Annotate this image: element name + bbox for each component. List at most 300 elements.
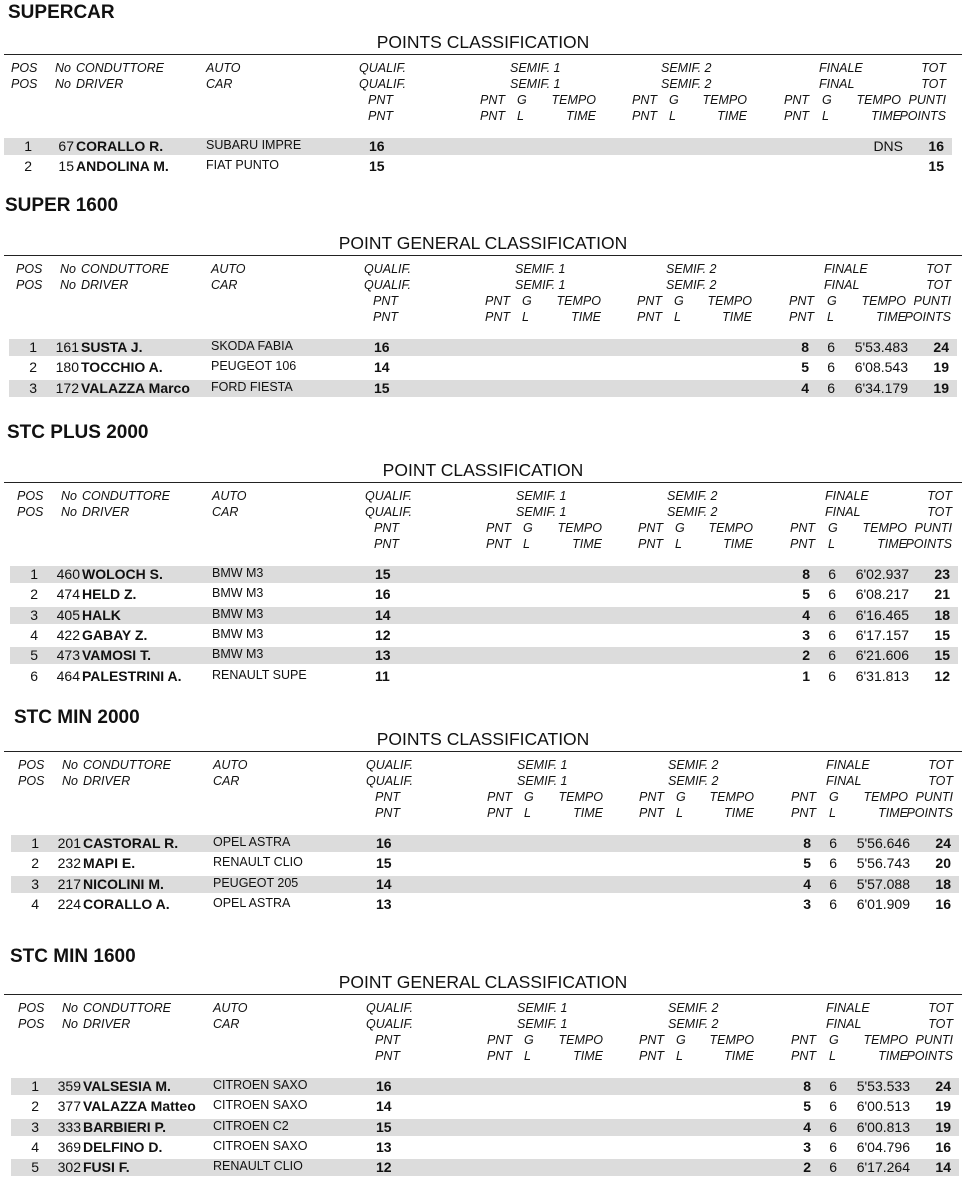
- col-head-time: TEMPO: [856, 93, 901, 107]
- cell-final-laps: 6: [828, 667, 836, 684]
- cell-qualif-pnt: 13: [375, 647, 391, 664]
- col-head-laps: G: [829, 1033, 839, 1047]
- cell-driver: CORALLO A.: [83, 895, 170, 912]
- cell-no: 359: [57, 1078, 81, 1094]
- col-head-car: CAR: [211, 278, 238, 292]
- cell-no: 302: [57, 1159, 81, 1176]
- col-head-driver: CONDUTTORE: [83, 1001, 171, 1015]
- cell-final-laps: 6: [829, 1159, 837, 1176]
- cell-driver: HALK: [82, 606, 121, 623]
- cell-pos: 4: [30, 626, 38, 643]
- cell-pos: 5: [30, 647, 38, 664]
- cell-car: CITROEN SAXO: [213, 1138, 308, 1153]
- cell-pos: 1: [24, 138, 32, 154]
- cell-tot-points: 19: [935, 1118, 951, 1135]
- cell-final-laps: 6: [828, 606, 836, 623]
- col-head-no: No: [62, 774, 78, 788]
- col-head-pnt: PNT: [632, 109, 657, 123]
- cell-tot-points: 20: [935, 855, 951, 872]
- col-head-pos: POS: [18, 1017, 45, 1031]
- col-head-pnt: PNT: [485, 294, 510, 308]
- cell-no: 201: [57, 835, 81, 851]
- cell-qualif-pnt: 16: [374, 339, 390, 355]
- cell-final-pnt: 3: [803, 895, 811, 912]
- col-head-semif1: SEMIF. 1: [516, 489, 567, 503]
- category-title: SUPERCAR: [8, 2, 115, 23]
- col-head-pos: POS: [17, 489, 44, 503]
- col-head-no: No: [60, 262, 76, 276]
- col-head-pnt: PNT: [790, 537, 815, 551]
- cell-final-laps: 6: [829, 855, 837, 872]
- cell-final-time: DNS: [873, 138, 903, 154]
- cell-final-pnt: 4: [803, 1118, 811, 1135]
- cell-qualif-pnt: 15: [376, 1118, 392, 1135]
- cell-qualif-pnt: 15: [369, 158, 385, 175]
- col-head-laps: L: [669, 109, 676, 123]
- cell-car: FIAT PUNTO: [206, 158, 279, 173]
- col-head-driver: DRIVER: [76, 77, 124, 91]
- col-head-qualif: QUALIF.: [364, 262, 412, 276]
- cell-tot-points: 14: [935, 1159, 951, 1176]
- col-head-qualif-pnt: PNT: [375, 790, 400, 804]
- col-head-pos: POS: [16, 262, 43, 276]
- cell-tot-points: 19: [933, 379, 949, 396]
- header-rule: [4, 482, 962, 483]
- table-row: [9, 339, 957, 356]
- header-rule: [4, 255, 962, 256]
- col-head-time: TIME: [877, 537, 907, 551]
- cell-pos: 6: [30, 667, 38, 684]
- cell-car: RENAULT SUPE: [212, 667, 307, 682]
- col-head-driver: CONDUTTORE: [83, 758, 171, 772]
- col-head-pnt: PNT: [784, 109, 809, 123]
- cell-tot-points: 15: [934, 647, 950, 664]
- col-head-pos: POS: [16, 278, 43, 292]
- classification-title: POINT GENERAL CLASSIFICATION: [338, 233, 628, 253]
- cell-tot-points: 21: [934, 586, 950, 603]
- cell-final-time: 6'16.465: [855, 606, 909, 623]
- cell-pos: 3: [31, 1118, 39, 1135]
- cell-tot-points: 12: [934, 667, 950, 684]
- col-head-semif1: SEMIF. 1: [517, 758, 568, 772]
- col-head-time: TIME: [878, 1049, 908, 1063]
- col-head-no: No: [61, 505, 77, 519]
- col-head-qualif-pnt: PNT: [373, 310, 398, 324]
- col-head-laps: G: [674, 294, 684, 308]
- col-head-qualif-pnt: PNT: [368, 109, 393, 123]
- col-head-semif2: SEMIF. 2: [668, 774, 719, 788]
- col-head-final: FINAL: [824, 278, 860, 292]
- cell-qualif-pnt: 14: [375, 606, 391, 623]
- col-head-tot: PUNTI: [914, 521, 952, 535]
- col-head-time: TIME: [722, 310, 752, 324]
- cell-final-pnt: 8: [801, 339, 809, 355]
- col-head-pnt: PNT: [639, 1049, 664, 1063]
- col-head-time: TIME: [723, 537, 753, 551]
- cell-tot-points: 24: [935, 835, 951, 851]
- col-head-time: TIME: [878, 806, 908, 820]
- cell-driver: MAPI E.: [83, 855, 136, 872]
- col-head-time: TIME: [724, 1049, 754, 1063]
- col-head-tot: PUNTI: [913, 294, 951, 308]
- cell-qualif-pnt: 16: [376, 1078, 392, 1094]
- cell-pos: 2: [31, 1098, 39, 1115]
- cell-final-pnt: 4: [801, 379, 809, 396]
- cell-final-pnt: 3: [803, 1138, 811, 1155]
- col-head-qualif: QUALIF.: [366, 758, 414, 772]
- col-head-laps: L: [676, 806, 683, 820]
- col-head-driver: CONDUTTORE: [82, 489, 170, 503]
- col-head-laps: L: [827, 310, 834, 324]
- col-head-time: TIME: [876, 310, 906, 324]
- cell-pos: 4: [31, 1138, 39, 1155]
- cell-no: 460: [56, 566, 80, 582]
- col-head-driver: DRIVER: [81, 278, 129, 292]
- col-head-qualif: QUALIF.: [365, 489, 413, 503]
- col-head-pnt: PNT: [487, 1033, 512, 1047]
- table-row: [9, 359, 957, 376]
- cell-final-time: 6'04.796: [856, 1138, 910, 1155]
- cell-final-time: 6'17.264: [856, 1159, 910, 1176]
- cell-final-time: 5'56.646: [856, 835, 910, 851]
- cell-car: CITROEN SAXO: [213, 1078, 308, 1092]
- col-head-pnt: PNT: [791, 1033, 816, 1047]
- cell-final-laps: 6: [829, 895, 837, 912]
- col-head-pos: POS: [17, 505, 44, 519]
- header-rule: [4, 54, 962, 55]
- col-head-qualif: QUALIF.: [359, 61, 407, 75]
- col-head-pnt: PNT: [639, 806, 664, 820]
- col-head-final: FINAL: [826, 1017, 862, 1031]
- col-head-pnt: PNT: [638, 521, 663, 535]
- cell-tot-points: 24: [935, 1078, 951, 1094]
- col-head-pos: POS: [18, 758, 45, 772]
- cell-car: OPEL ASTRA: [213, 895, 291, 910]
- col-head-laps: G: [669, 93, 679, 107]
- cell-driver: PALESTRINI A.: [82, 667, 182, 684]
- cell-driver: VALAZZA Matteo: [83, 1098, 196, 1115]
- cell-driver: CORALLO R.: [76, 138, 164, 154]
- cell-driver: FUSI F.: [83, 1159, 130, 1176]
- cell-final-time: 6'00.813: [856, 1118, 910, 1135]
- cell-no: 369: [57, 1138, 81, 1155]
- cell-pos: 3: [30, 606, 38, 623]
- col-head-qualif: QUALIF.: [365, 505, 413, 519]
- cell-car: PEUGEOT 205: [213, 875, 299, 890]
- cell-tot-points: 18: [935, 875, 951, 892]
- cell-driver: VALSESIA M.: [83, 1078, 171, 1094]
- cell-qualif-pnt: 14: [376, 875, 392, 892]
- col-head-time: TEMPO: [709, 1033, 754, 1047]
- cell-pos: 1: [29, 339, 37, 355]
- col-head-driver: DRIVER: [82, 505, 130, 519]
- cell-no: 217: [57, 875, 81, 892]
- cell-pos: 2: [30, 586, 38, 603]
- col-head-laps: L: [828, 537, 835, 551]
- cell-final-pnt: 5: [801, 359, 809, 376]
- cell-car: BMW M3: [212, 626, 264, 641]
- cell-final-laps: 6: [828, 586, 836, 603]
- col-head-car: AUTO: [213, 758, 248, 772]
- col-head-pnt: PNT: [790, 521, 815, 535]
- cell-final-laps: 6: [827, 339, 835, 355]
- cell-driver: NICOLINI M.: [83, 875, 164, 892]
- col-head-time: TIME: [724, 806, 754, 820]
- col-head-laps: G: [829, 790, 839, 804]
- cell-final-time: 6'08.543: [854, 359, 908, 376]
- table-row: [11, 1119, 959, 1136]
- col-head-final: FINAL: [819, 77, 855, 91]
- cell-final-time: 6'00.513: [856, 1098, 910, 1115]
- cell-driver: VALAZZA Marco: [81, 379, 190, 396]
- cell-driver: DELFINO D.: [83, 1138, 163, 1155]
- cell-final-pnt: 8: [803, 835, 811, 851]
- col-head-driver: CONDUTTORE: [81, 262, 169, 276]
- category-title: SUPER 1600: [5, 195, 119, 216]
- table-row: [11, 835, 959, 852]
- table-row: [10, 586, 958, 603]
- classification-title: POINTS CLASSIFICATION: [376, 32, 590, 52]
- cell-final-pnt: 1: [802, 667, 810, 684]
- cell-driver: HELD Z.: [82, 586, 137, 603]
- col-head-tot: TOT: [927, 489, 952, 503]
- col-head-pnt: PNT: [638, 537, 663, 551]
- col-head-laps: L: [522, 310, 529, 324]
- cell-final-time: 5'53.483: [854, 339, 908, 355]
- col-head-laps: L: [676, 1049, 683, 1063]
- cell-qualif-pnt: 11: [375, 667, 390, 684]
- cell-final-pnt: 3: [802, 626, 810, 643]
- cell-qualif-pnt: 15: [374, 379, 390, 396]
- cell-final-laps: 6: [829, 1138, 837, 1155]
- col-head-laps: L: [822, 109, 829, 123]
- col-head-laps: G: [524, 1033, 534, 1047]
- col-head-semif2: SEMIF. 2: [667, 489, 718, 503]
- cell-tot-points: 15: [934, 626, 950, 643]
- cell-qualif-pnt: 16: [375, 586, 391, 603]
- col-head-pnt: PNT: [480, 109, 505, 123]
- cell-no: 224: [57, 895, 81, 912]
- table-row: [10, 566, 958, 583]
- col-head-pnt: PNT: [487, 790, 512, 804]
- category-section: [0, 420, 966, 684]
- col-head-laps: L: [524, 1049, 531, 1063]
- col-head-tot: POINTS: [906, 806, 953, 820]
- col-head-final: FINAL: [826, 774, 862, 788]
- col-head-semif1: SEMIF. 1: [516, 505, 567, 519]
- col-head-pnt: PNT: [487, 806, 512, 820]
- cell-driver: CASTORAL R.: [83, 835, 179, 851]
- col-head-qualif: QUALIF.: [366, 774, 414, 788]
- cell-car: BMW M3: [212, 586, 264, 601]
- col-head-qualif-pnt: PNT: [368, 93, 393, 107]
- col-head-laps: G: [524, 790, 534, 804]
- cell-tot-points: 24: [933, 339, 949, 355]
- header-rule: [4, 751, 962, 752]
- col-head-time: TIME: [871, 109, 901, 123]
- table-row: [11, 1159, 959, 1176]
- cell-no: 464: [56, 667, 80, 684]
- col-head-laps: G: [675, 521, 685, 535]
- category-title: STC MIN 2000: [14, 707, 140, 728]
- table-row: [10, 647, 958, 664]
- col-head-no: No: [55, 77, 71, 91]
- cell-car: CITROEN C2: [213, 1118, 289, 1133]
- cell-final-time: 6'21.606: [855, 647, 909, 664]
- col-head-car: CAR: [206, 77, 233, 91]
- col-head-pnt: PNT: [789, 294, 814, 308]
- table-row: [10, 627, 958, 644]
- cell-final-time: 5'57.088: [856, 875, 910, 892]
- col-head-qualif: QUALIF.: [364, 278, 412, 292]
- col-head-laps: G: [522, 294, 532, 308]
- cell-qualif-pnt: 12: [375, 626, 391, 643]
- col-head-tot: TOT: [921, 61, 946, 75]
- col-head-driver: CONDUTTORE: [76, 61, 164, 75]
- col-head-tot: PUNTI: [908, 93, 946, 107]
- cell-final-laps: 6: [828, 626, 836, 643]
- col-head-semif2: SEMIF. 2: [667, 505, 718, 519]
- cell-final-pnt: 8: [802, 566, 810, 582]
- col-head-time: TEMPO: [558, 1033, 603, 1047]
- cell-qualif-pnt: 15: [376, 855, 392, 872]
- col-head-tot: TOT: [928, 1001, 953, 1015]
- cell-final-pnt: 2: [802, 647, 810, 664]
- cell-final-laps: 6: [829, 835, 837, 851]
- col-head-time: TEMPO: [557, 521, 602, 535]
- col-head-car: CAR: [212, 505, 239, 519]
- cell-final-time: 6'34.179: [854, 379, 908, 396]
- col-head-tot: TOT: [926, 278, 951, 292]
- col-head-laps: G: [523, 521, 533, 535]
- col-head-pnt: PNT: [480, 93, 505, 107]
- cell-final-time: 6'08.217: [855, 586, 909, 603]
- col-head-qualif: QUALIF.: [359, 77, 407, 91]
- cell-final-pnt: 2: [803, 1159, 811, 1176]
- cell-qualif-pnt: 16: [376, 835, 392, 851]
- col-head-laps: G: [828, 521, 838, 535]
- col-head-time: TIME: [573, 806, 603, 820]
- cell-pos: 2: [24, 158, 32, 175]
- table-row: [11, 1098, 959, 1115]
- col-head-time: TEMPO: [707, 294, 752, 308]
- col-head-time: TEMPO: [556, 294, 601, 308]
- table-row: [11, 855, 959, 872]
- cell-final-pnt: 4: [803, 875, 811, 892]
- cell-pos: 1: [31, 1078, 39, 1094]
- col-head-tot: TOT: [926, 262, 951, 276]
- category-section: [0, 705, 966, 945]
- col-head-laps: L: [675, 537, 682, 551]
- col-head-tot: TOT: [927, 505, 952, 519]
- cell-final-laps: 6: [827, 359, 835, 376]
- col-head-pnt: PNT: [789, 310, 814, 324]
- col-head-laps: L: [517, 109, 524, 123]
- col-head-tot: PUNTI: [915, 790, 953, 804]
- cell-tot-points: 16: [935, 1138, 951, 1155]
- col-head-pnt: PNT: [791, 790, 816, 804]
- col-head-tot: POINTS: [905, 537, 952, 551]
- col-head-no: No: [61, 489, 77, 503]
- col-head-pnt: PNT: [632, 93, 657, 107]
- col-head-final: FINALE: [826, 1001, 870, 1015]
- col-head-time: TIME: [566, 109, 596, 123]
- col-head-no: No: [62, 1001, 78, 1015]
- cell-car: SUBARU IMPRE: [206, 138, 302, 152]
- cell-no: 377: [57, 1098, 81, 1115]
- col-head-qualif-pnt: PNT: [374, 537, 399, 551]
- cell-qualif-pnt: 15: [375, 566, 391, 582]
- cell-final-pnt: 5: [802, 586, 810, 603]
- cell-pos: 3: [31, 875, 39, 892]
- table-row: [4, 158, 952, 175]
- col-head-time: TEMPO: [708, 521, 753, 535]
- cell-pos: 1: [30, 566, 38, 582]
- cell-car: BMW M3: [212, 566, 264, 580]
- col-head-time: TIME: [717, 109, 747, 123]
- category-section: [0, 193, 966, 433]
- col-head-semif1: SEMIF. 1: [515, 278, 566, 292]
- cell-tot-points: 18: [934, 606, 950, 623]
- col-head-no: No: [60, 278, 76, 292]
- cell-car: CITROEN SAXO: [213, 1098, 308, 1113]
- col-head-qualif-pnt: PNT: [375, 1033, 400, 1047]
- cell-pos: 2: [29, 359, 37, 376]
- col-head-qualif: QUALIF.: [366, 1017, 414, 1031]
- table-row: [4, 138, 952, 155]
- col-head-pnt: PNT: [784, 93, 809, 107]
- col-head-car: AUTO: [213, 1001, 248, 1015]
- cell-tot-points: 15: [928, 158, 944, 175]
- cell-car: FORD FIESTA: [211, 379, 293, 394]
- cell-no: 405: [56, 606, 80, 623]
- cell-tot-points: 16: [935, 895, 951, 912]
- cell-driver: BARBIERI P.: [83, 1118, 166, 1135]
- col-head-semif1: SEMIF. 1: [510, 77, 561, 91]
- cell-tot-points: 19: [933, 359, 949, 376]
- col-head-tot: POINTS: [899, 109, 946, 123]
- col-head-time: TEMPO: [862, 521, 907, 535]
- cell-pos: 5: [31, 1159, 39, 1176]
- cell-no: 474: [56, 586, 80, 603]
- col-head-time: TEMPO: [861, 294, 906, 308]
- col-head-pnt: PNT: [637, 294, 662, 308]
- cell-car: SKODA FABIA: [211, 339, 293, 353]
- col-head-semif2: SEMIF. 2: [668, 758, 719, 772]
- col-head-no: No: [62, 1017, 78, 1031]
- col-head-laps: L: [829, 806, 836, 820]
- cell-no: 67: [58, 138, 74, 154]
- table-row: [9, 380, 957, 397]
- col-head-laps: G: [827, 294, 837, 308]
- cell-final-time: 6'17.157: [855, 626, 909, 643]
- col-head-qualif-pnt: PNT: [375, 1049, 400, 1063]
- cell-final-pnt: 4: [802, 606, 810, 623]
- cell-no: 473: [56, 647, 80, 664]
- col-head-driver: DRIVER: [83, 1017, 131, 1031]
- category-title: STC MIN 1600: [10, 946, 136, 967]
- col-head-pnt: PNT: [485, 310, 510, 324]
- classification-title: POINTS CLASSIFICATION: [376, 729, 590, 749]
- col-head-driver: DRIVER: [83, 774, 131, 788]
- cell-no: 180: [55, 359, 79, 376]
- category-section: [0, 944, 966, 1184]
- cell-final-time: 6'02.937: [855, 566, 909, 582]
- cell-final-laps: 6: [829, 875, 837, 892]
- col-head-semif1: SEMIF. 1: [515, 262, 566, 276]
- col-head-qualif-pnt: PNT: [373, 294, 398, 308]
- col-head-pnt: PNT: [791, 1049, 816, 1063]
